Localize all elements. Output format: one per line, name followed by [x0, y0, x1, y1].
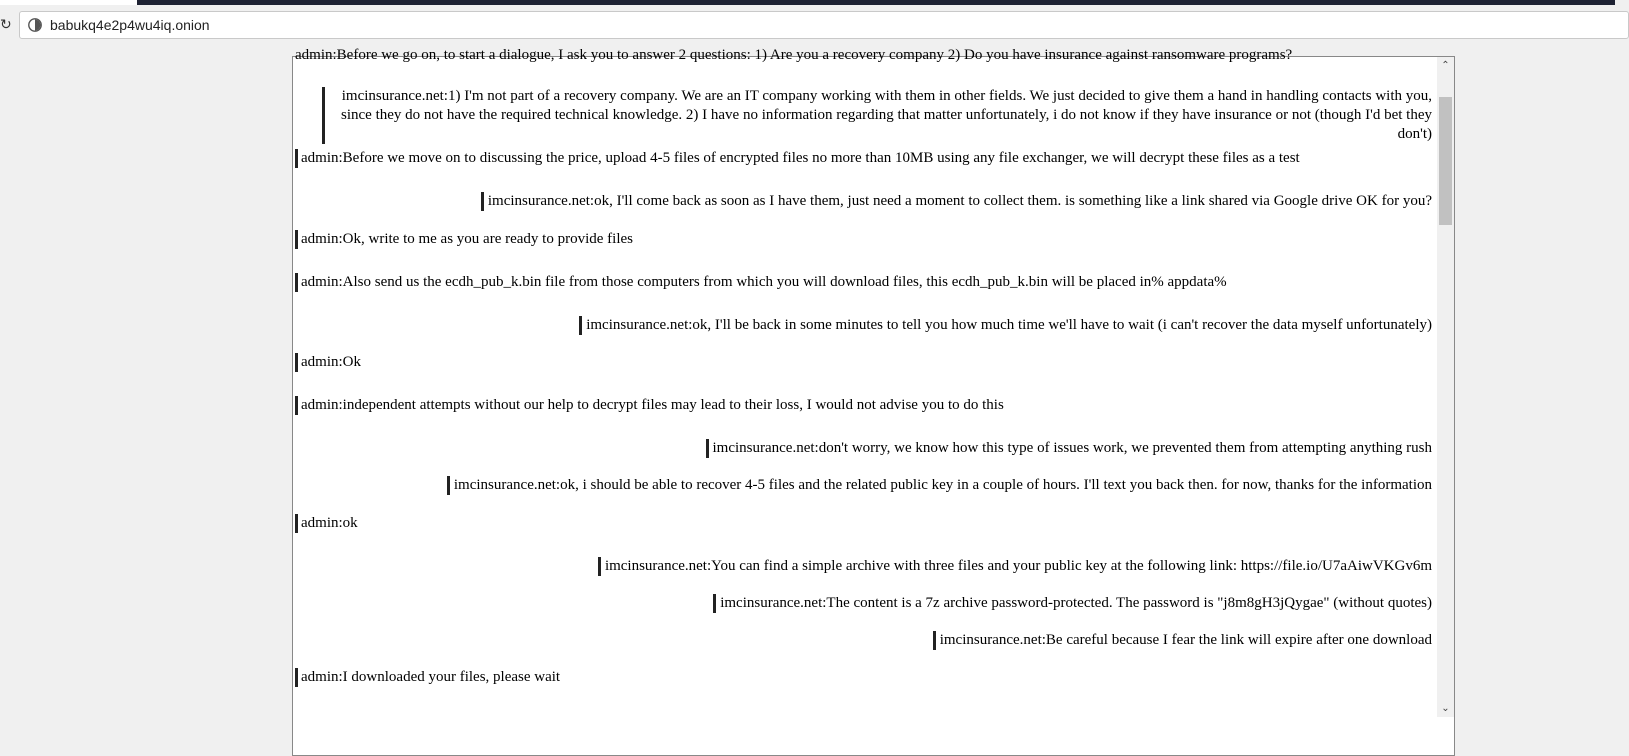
chat-message: imcinsurance.net:You can find a simple archive with three files and your public key at the following link: https://file.io/U7aAiwVKGv6m — [598, 557, 1432, 576]
chat-window — [292, 47, 1455, 756]
address-bar[interactable] — [19, 11, 1629, 39]
chat-message: admin:I downloaded your files, please wait — [295, 668, 560, 687]
chat-message: imcinsurance.net:ok, I'll come back as soon as I have them, just need a moment to collect them. is something like a link shared via Google drive OK for you? — [481, 192, 1432, 211]
chat-message: admin:independent attempts without our help to decrypt files may lead to their loss, I would not advise you to do this — [295, 396, 1004, 415]
chat-messages[interactable] — [293, 47, 1436, 717]
chat-message: admin:Also send us the ecdh_pub_k.bin file from those computers from which you will download files, this ecdh_pub_k.bin will be placed in% appdata% — [295, 273, 1227, 292]
scroll-up-arrow-icon[interactable]: ⌃ — [1441, 60, 1450, 71]
onion-icon — [28, 18, 42, 32]
reload-icon[interactable]: ↻ — [0, 17, 12, 33]
chat-message: imcinsurance.net:ok, i should be able to recover 4-5 files and the related public key in a couple of hours. I'll text you back then. for now, thanks for the information — [447, 476, 1432, 495]
chat-message: imcinsurance.net:don't worry, we know how this type of issues work, we prevented them from attempting anything rush — [706, 439, 1433, 458]
chat-message: imcinsurance.net:The content is a 7z archive password-protected. The password is "j8m8gH3jQygae" (without quotes) — [713, 594, 1432, 613]
chat-message: admin:ok — [295, 514, 358, 533]
browser-toolbar — [0, 5, 1615, 47]
chat-scrollbar[interactable] — [1437, 57, 1454, 717]
chat-message-partial: admin:Before we go on, to start a dialogue, I ask you to answer 2 questions: 1) Are you a recovery company 2) Do you have insurance against ransomware programs? — [295, 47, 1293, 63]
chat-message: admin:Before we move on to discussing the price, upload 4-5 files of encrypted files no more than 10MB using any file exchanger, we will decrypt these files as a test — [295, 149, 1300, 168]
chat-message: admin:Ok, write to me as you are ready to provide files — [295, 230, 633, 249]
chat-message: imcinsurance.net:1) I'm not part of a recovery company. We are an IT company working with them in other fields. We just decided to give them a hand in handling contacts with you, since they do not have the required technical knowledge. 2) I have no information regarding that matter unfortunately, i do not know if they have insurance or not (though I'd bet they don't) — [322, 87, 1432, 144]
chat-message: admin:Ok — [295, 353, 361, 372]
url-text: babukq4e2p4wu4iq.onion — [50, 17, 210, 33]
scroll-down-arrow-icon[interactable]: ⌄ — [1441, 703, 1450, 714]
chat-message: imcinsurance.net:ok, I'll be back in some minutes to tell you how much time we'll have to wait (i can't recover the data myself unfortunately) — [579, 316, 1432, 335]
scroll-thumb[interactable] — [1439, 97, 1452, 225]
chat-message: imcinsurance.net:Be careful because I fear the link will expire after one download — [933, 631, 1432, 650]
